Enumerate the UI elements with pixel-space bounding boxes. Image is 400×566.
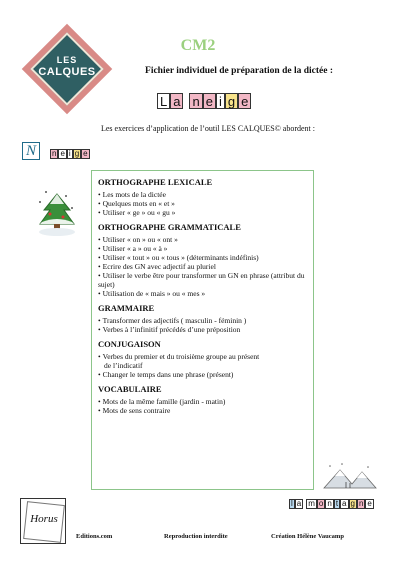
letter-tile: e bbox=[238, 93, 251, 109]
snowy-tree-icon bbox=[36, 188, 78, 240]
list-item: • Mots de sens contraire bbox=[98, 406, 307, 415]
logo-line-1: LES bbox=[56, 55, 78, 65]
list-item: • Utilisation de « mais » ou « mes » bbox=[98, 289, 307, 298]
horus-logo-text: Horus bbox=[30, 513, 58, 525]
list-item: • Utiliser « a » ou « à » bbox=[98, 244, 307, 253]
list-item: • Les mots de la dictée bbox=[98, 190, 307, 199]
les-calques-logo bbox=[22, 24, 112, 114]
grade-title: CM2 bbox=[180, 37, 216, 54]
bottom-word bbox=[289, 499, 374, 509]
letter-tile: e bbox=[203, 93, 216, 109]
list-item: • Utiliser le verbe être pour transformer un GN en phrase (attribut du sujet) bbox=[98, 271, 307, 289]
list-item: • Utiliser « ge » ou « gu » bbox=[98, 208, 307, 217]
letter-tile: i bbox=[216, 93, 225, 109]
letter-tile: i bbox=[68, 149, 71, 158]
letter-tile: e bbox=[367, 499, 372, 508]
list-item: • Verbes à l’infinitif précédés d’une préposition bbox=[98, 325, 307, 334]
list-item-continuation: de l’indicatif bbox=[104, 361, 143, 370]
logo-text bbox=[22, 54, 112, 78]
letter-tile: l bbox=[291, 499, 293, 508]
letter-tile: g bbox=[225, 93, 238, 109]
letter-tile: o bbox=[318, 499, 324, 508]
letter-tile: t bbox=[335, 499, 339, 508]
intro-text: Les exercices d’application de l’outil LES CALQUES© abordent : bbox=[100, 124, 316, 133]
letter-tile: e bbox=[83, 149, 88, 158]
letter-tile: n bbox=[189, 93, 202, 109]
letter-tile: a bbox=[170, 93, 183, 109]
list-item: • Changer le temps dans une phrase (présent) bbox=[98, 370, 307, 379]
letter-tile: m bbox=[308, 499, 315, 508]
section-title-lexicale: ORTHOGRAPHE LEXICALE bbox=[98, 177, 213, 187]
exercise-list-box bbox=[91, 170, 314, 490]
letter-tile: n bbox=[52, 149, 57, 158]
footer-editions: Editions.com bbox=[76, 533, 113, 540]
list-item: • Transformer des adjectifs ( masculin - féminin ) bbox=[98, 316, 307, 325]
page-subtitle: Fichier individuel de préparation de la dictée : bbox=[145, 66, 333, 76]
list-item: • Mots de la même famille (jardin - matin) bbox=[98, 397, 307, 406]
section-title-grammaticale: ORTHOGRAPHE GRAMMATICALE bbox=[98, 222, 241, 232]
list-item: • Verbes du premier et du troisième groupe au présent bbox=[98, 352, 307, 361]
horus-logo bbox=[20, 498, 66, 544]
section-title-conjugaison: CONJUGAISON bbox=[98, 339, 161, 349]
footer-reproduction: Reproduction interdite bbox=[164, 533, 228, 540]
mountain-icon bbox=[322, 462, 378, 492]
title-word bbox=[157, 93, 251, 109]
letter-tile: a bbox=[296, 499, 302, 508]
list-item: • Utiliser « tout » ou « tous » (déterminants indéfinis) bbox=[98, 253, 307, 262]
small-word bbox=[50, 149, 90, 159]
letter-tile: e bbox=[60, 149, 65, 158]
letter-tile: n bbox=[358, 499, 364, 508]
letter-tile: g bbox=[74, 149, 80, 158]
logo-line-2: CALQUES bbox=[38, 66, 96, 78]
letter-tile: L bbox=[157, 93, 170, 109]
letter-tile: n bbox=[327, 499, 332, 508]
footer-creation: Création Hélène Vaucamp bbox=[271, 533, 344, 540]
letter-tile: a bbox=[342, 499, 347, 508]
letter-tile: g bbox=[350, 499, 355, 508]
list-item: • Utiliser « on » ou « ont » bbox=[98, 235, 307, 244]
list-item: • Ecrire des GN avec adjectif au pluriel bbox=[98, 262, 307, 271]
n-letter-icon: N bbox=[22, 142, 40, 160]
list-item: • Quelques mots en « et » bbox=[98, 199, 307, 208]
section-title-vocabulaire: VOCABULAIRE bbox=[98, 384, 162, 394]
section-title-grammaire: GRAMMAIRE bbox=[98, 303, 155, 313]
